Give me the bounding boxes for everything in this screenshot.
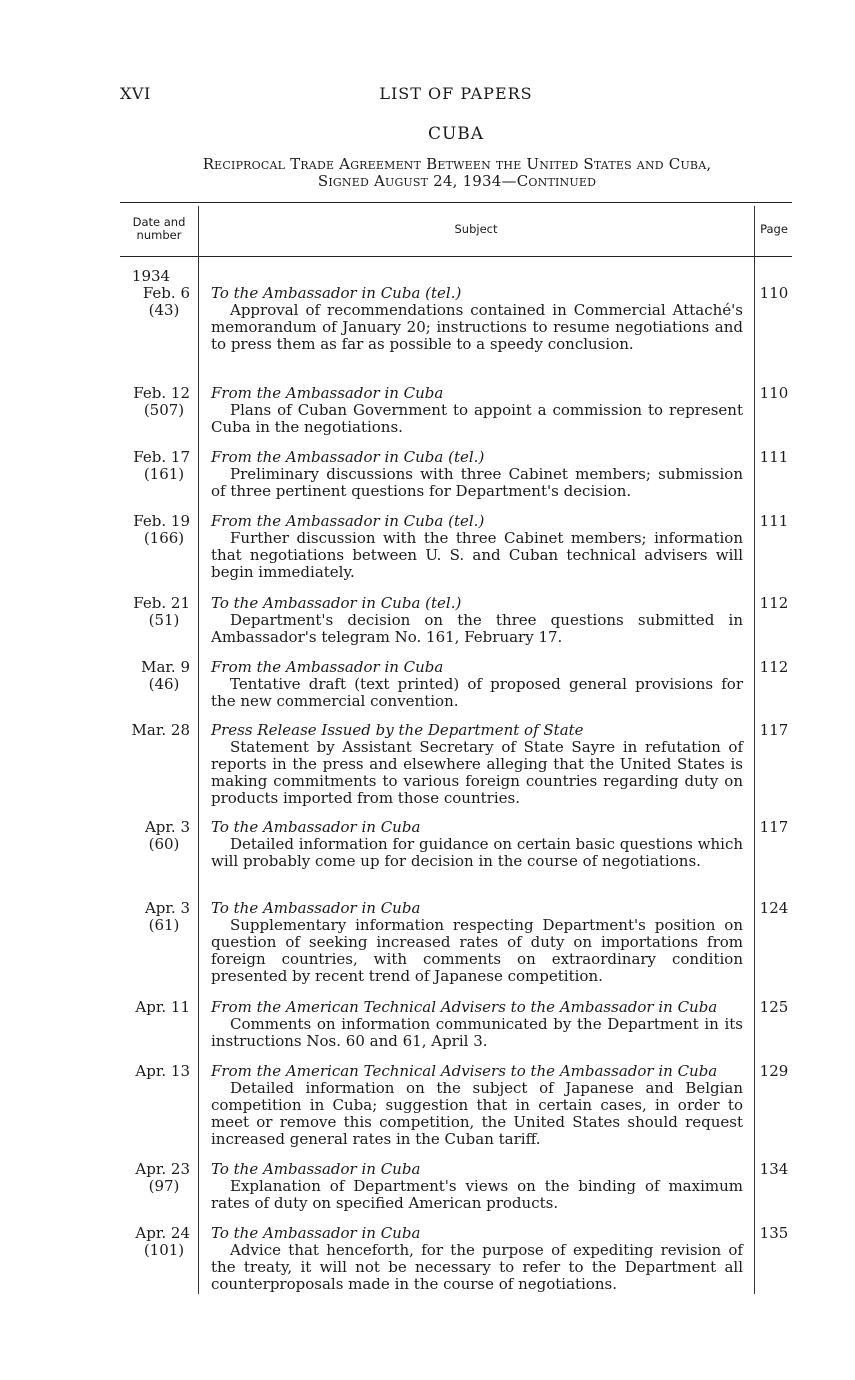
entry-address: To the Ambassador in Cuba <box>211 899 421 917</box>
column-header-subject: Subject <box>454 221 498 236</box>
entry-address: To the Ambassador in Cuba <box>211 1224 421 1242</box>
entry-number: (61) <box>148 916 180 934</box>
entry-description: Approval of recommendations contained in Commercial Attaché's memorandum of January 20; instructions to resume negotiations and to press them as far as possible to a speedy conclusion. <box>211 301 743 353</box>
entry-date <box>120 449 190 483</box>
column-header-date-label: Date and number <box>132 215 186 242</box>
entry-description: Preliminary discussions with three Cabinet members; submission of three pertinent questions for Department's decision. <box>211 465 743 500</box>
entry-page: 124 <box>759 899 789 917</box>
entry-description: Detailed information on the subject of Japanese and Belgian competition in Cuba; suggestion that in certain cases, in order to meet or remove this competition, the United States should request increased general rates in the Cuban tariff. <box>211 1079 743 1148</box>
entry-date-text: Mar. 28 <box>131 721 190 739</box>
entry-address: To the Ambassador in Cuba (tel.) <box>211 594 462 612</box>
papers-table <box>120 202 792 1294</box>
section-subtitle <box>118 156 796 190</box>
entry-date <box>120 1063 190 1080</box>
entry-page: 110 <box>759 284 789 302</box>
entry-address: Press Release Issued by the Department of State <box>211 721 584 739</box>
entry-date-text: Feb. 19 <box>133 512 190 530</box>
column-divider-date <box>198 206 199 1294</box>
entry-address: To the Ambassador in Cuba (tel.) <box>211 284 462 302</box>
entry-page: 111 <box>759 448 789 466</box>
entry-number: (51) <box>148 611 180 629</box>
entry-page: 129 <box>759 1062 789 1080</box>
section-title: CUBA <box>427 124 485 144</box>
entry-number: (97) <box>148 1177 180 1195</box>
entry-description: Plans of Cuban Government to appoint a commission to represent Cuba in the negotiations. <box>211 401 743 436</box>
entry-date-text: Apr. 3 <box>144 899 190 917</box>
entry-date <box>120 513 190 547</box>
entry-number: (161) <box>143 465 185 483</box>
column-header-date <box>120 202 198 256</box>
entry-date-text: Apr. 23 <box>135 1160 190 1178</box>
entry-date <box>120 1225 190 1259</box>
entry-date-text: Apr. 11 <box>135 998 190 1016</box>
entry-date <box>120 819 190 853</box>
entry-number: (60) <box>148 835 180 853</box>
entry-subject <box>211 513 743 581</box>
entry-date <box>120 999 190 1016</box>
entry-subject <box>211 595 743 646</box>
running-head <box>120 84 792 108</box>
entry-address: From the American Technical Advisers to the Ambassador in Cuba <box>211 1062 718 1080</box>
entry-page: 117 <box>759 818 789 836</box>
entry-subject <box>211 819 743 870</box>
entry-subject <box>211 285 743 353</box>
entry-subject <box>211 722 743 807</box>
entry-address: From the Ambassador in Cuba <box>211 384 444 402</box>
entry-address: To the Ambassador in Cuba <box>211 818 421 836</box>
entry-description: Advice that henceforth, for the purpose of expediting revision of the treaty, it will not be necessary to refer to the Department all counterproposals made in the course of negotiations. <box>211 1241 743 1293</box>
entry-date <box>120 900 190 934</box>
entry-date <box>120 1161 190 1195</box>
entry-page: 111 <box>759 512 789 530</box>
entry-page: 134 <box>759 1160 789 1178</box>
entry-address: From the American Technical Advisers to the Ambassador in Cuba <box>211 998 718 1016</box>
entry-date <box>120 659 190 693</box>
entry-description: Explanation of Department's views on the binding of maximum rates of duty on specified American products. <box>211 1177 743 1212</box>
entry-date-text: Apr. 13 <box>135 1062 190 1080</box>
entry-number: (46) <box>148 675 180 693</box>
entry-subject <box>211 900 743 985</box>
entry-description: Detailed information for guidance on certain basic questions which will probably come up for decision in the course of negotiations. <box>211 835 743 870</box>
entry-subject <box>211 1063 743 1148</box>
entry-page: 135 <box>759 1224 789 1242</box>
entry-subject <box>211 385 743 436</box>
page-folio: XVI <box>120 84 151 103</box>
entry-year: 1934 <box>131 267 171 285</box>
entry-number: (43) <box>148 301 180 319</box>
column-header-page: Page <box>760 221 788 236</box>
entry-address: To the Ambassador in Cuba <box>211 1160 421 1178</box>
entry-description: Statement by Assistant Secretary of State Sayre in refutation of reports in the press and elsewhere alleging that the United States is making commitments to various foreign countries regarding duty on products imported from those countries. <box>211 738 743 807</box>
entry-page: 110 <box>759 384 789 402</box>
entry-description: Department's decision on the three questions submitted in Ambassador's telegram No. 161, February 17. <box>211 611 743 646</box>
entry-description: Further discussion with the three Cabinet members; information that negotiations between U. S. and Cuban technical advisers will begin immediately. <box>211 529 743 581</box>
entry-subject <box>211 1161 743 1212</box>
entry-address: From the Ambassador in Cuba <box>211 658 444 676</box>
entry-number: (507) <box>143 401 185 419</box>
entry-subject <box>211 449 743 500</box>
entry-page: 125 <box>759 998 789 1016</box>
entry-page: 112 <box>759 594 789 612</box>
entry-date-text: Feb. 17 <box>133 448 190 466</box>
table-header-rule <box>120 256 792 257</box>
entry-number: (101) <box>143 1241 185 1259</box>
entry-date-text: Apr. 24 <box>135 1224 190 1242</box>
entry-subject <box>211 999 743 1050</box>
entry-description: Supplementary information respecting Department's position on question of seeking increased rates of duty on importations from foreign countries, with comments on extraordinary condition presented by recent trend of Japanese competition. <box>211 916 743 985</box>
entry-date-text: Mar. 9 <box>141 658 190 676</box>
entry-date <box>120 385 190 419</box>
entry-number: (166) <box>143 529 185 547</box>
entry-date <box>120 722 190 739</box>
entry-subject <box>211 1225 743 1293</box>
entry-date-text: Apr. 3 <box>144 818 190 836</box>
entry-date-text: Feb. 21 <box>133 594 190 612</box>
entry-page: 112 <box>759 658 789 676</box>
running-title: LIST OF PAPERS <box>379 84 533 103</box>
subtitle-line-2: Signed August 24, 1934—Continued <box>317 172 597 190</box>
entry-date <box>120 595 190 629</box>
entry-date-text: Feb. 6 <box>142 284 190 302</box>
column-divider-page <box>754 206 755 1294</box>
entry-description: Tentative draft (text printed) of proposed general provisions for the new commercial convention. <box>211 675 743 710</box>
entry-address: From the Ambassador in Cuba (tel.) <box>211 512 485 530</box>
entry-description: Comments on information communicated by the Department in its instructions Nos. 60 and 61, April 3. <box>211 1015 743 1050</box>
entry-page: 117 <box>759 721 789 739</box>
entry-subject <box>211 659 743 710</box>
entry-date-text: Feb. 12 <box>133 384 190 402</box>
entry-date <box>120 268 190 319</box>
subtitle-line-1: Reciprocal Trade Agreement Between the United States and Cuba, <box>202 155 712 173</box>
entry-address: From the Ambassador in Cuba (tel.) <box>211 448 485 466</box>
